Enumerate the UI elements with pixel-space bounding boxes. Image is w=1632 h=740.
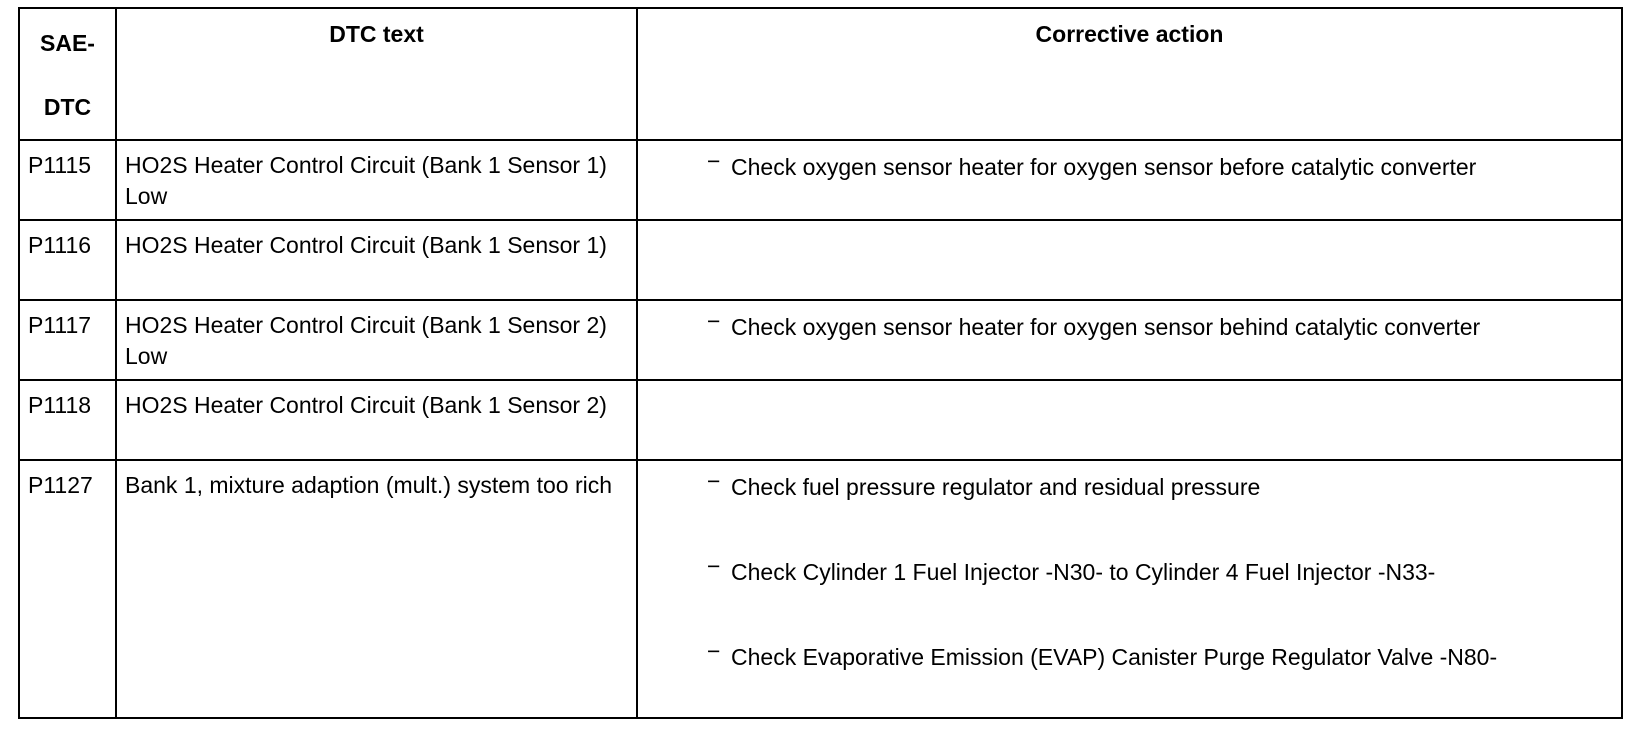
corrective-action [637,380,1622,460]
corrective-action [637,140,1622,220]
action-text: Check fuel pressure regulator and residual pressure [731,474,1261,500]
table-row [19,300,1622,380]
action-text: Check Evaporative Emission (EVAP) Canister Purge Regulator Valve -N80- [731,644,1498,670]
header-sae-dtc-line1: SAE- [40,30,95,56]
dtc-code: P1118 [19,380,116,460]
action-item [707,148,1609,183]
dash-bullet: − [707,638,721,664]
header-corrective-action [637,8,1622,140]
dash-bullet: − [707,308,721,334]
table-row [19,140,1622,220]
dtc-table [18,7,1623,719]
dtc-text: HO2S Heater Control Circuit (Bank 1 Sensor 2) Low [116,300,637,380]
corrective-action [637,220,1622,300]
dtc-text: HO2S Heater Control Circuit (Bank 1 Sensor 1) [116,220,637,300]
table-row [19,220,1622,300]
dash-bullet: − [707,148,721,174]
header-corrective-action-label: Corrective action [1035,21,1224,47]
dtc-code: P1115 [19,140,116,220]
corrective-action [637,300,1622,380]
header-sae-dtc [19,8,116,140]
action-text: Check oxygen sensor heater for oxygen sensor behind catalytic converter [731,314,1481,340]
corrective-action [637,460,1622,718]
table-row [19,460,1622,718]
action-item [707,638,1609,673]
dtc-text: Bank 1, mixture adaption (mult.) system too rich [116,460,637,718]
header-sae-dtc-line2: DTC [43,94,92,120]
dtc-code: P1127 [19,460,116,718]
dtc-text: HO2S Heater Control Circuit (Bank 1 Sensor 1) Low [116,140,637,220]
header-dtc-text [116,8,637,140]
dtc-text: HO2S Heater Control Circuit (Bank 1 Sensor 2) [116,380,637,460]
dtc-code: P1116 [19,220,116,300]
dash-bullet: − [707,468,721,494]
header-dtc-text-label: DTC text [329,21,424,47]
action-text: Check oxygen sensor heater for oxygen sensor before catalytic converter [731,154,1477,180]
action-item [707,468,1609,503]
table-row [19,380,1622,460]
dtc-code: P1117 [19,300,116,380]
dash-bullet: − [707,553,721,579]
action-item [707,308,1609,343]
action-item [707,553,1609,588]
header-row [19,8,1622,140]
action-text: Check Cylinder 1 Fuel Injector -N30- to Cylinder 4 Fuel Injector -N33- [731,559,1436,585]
